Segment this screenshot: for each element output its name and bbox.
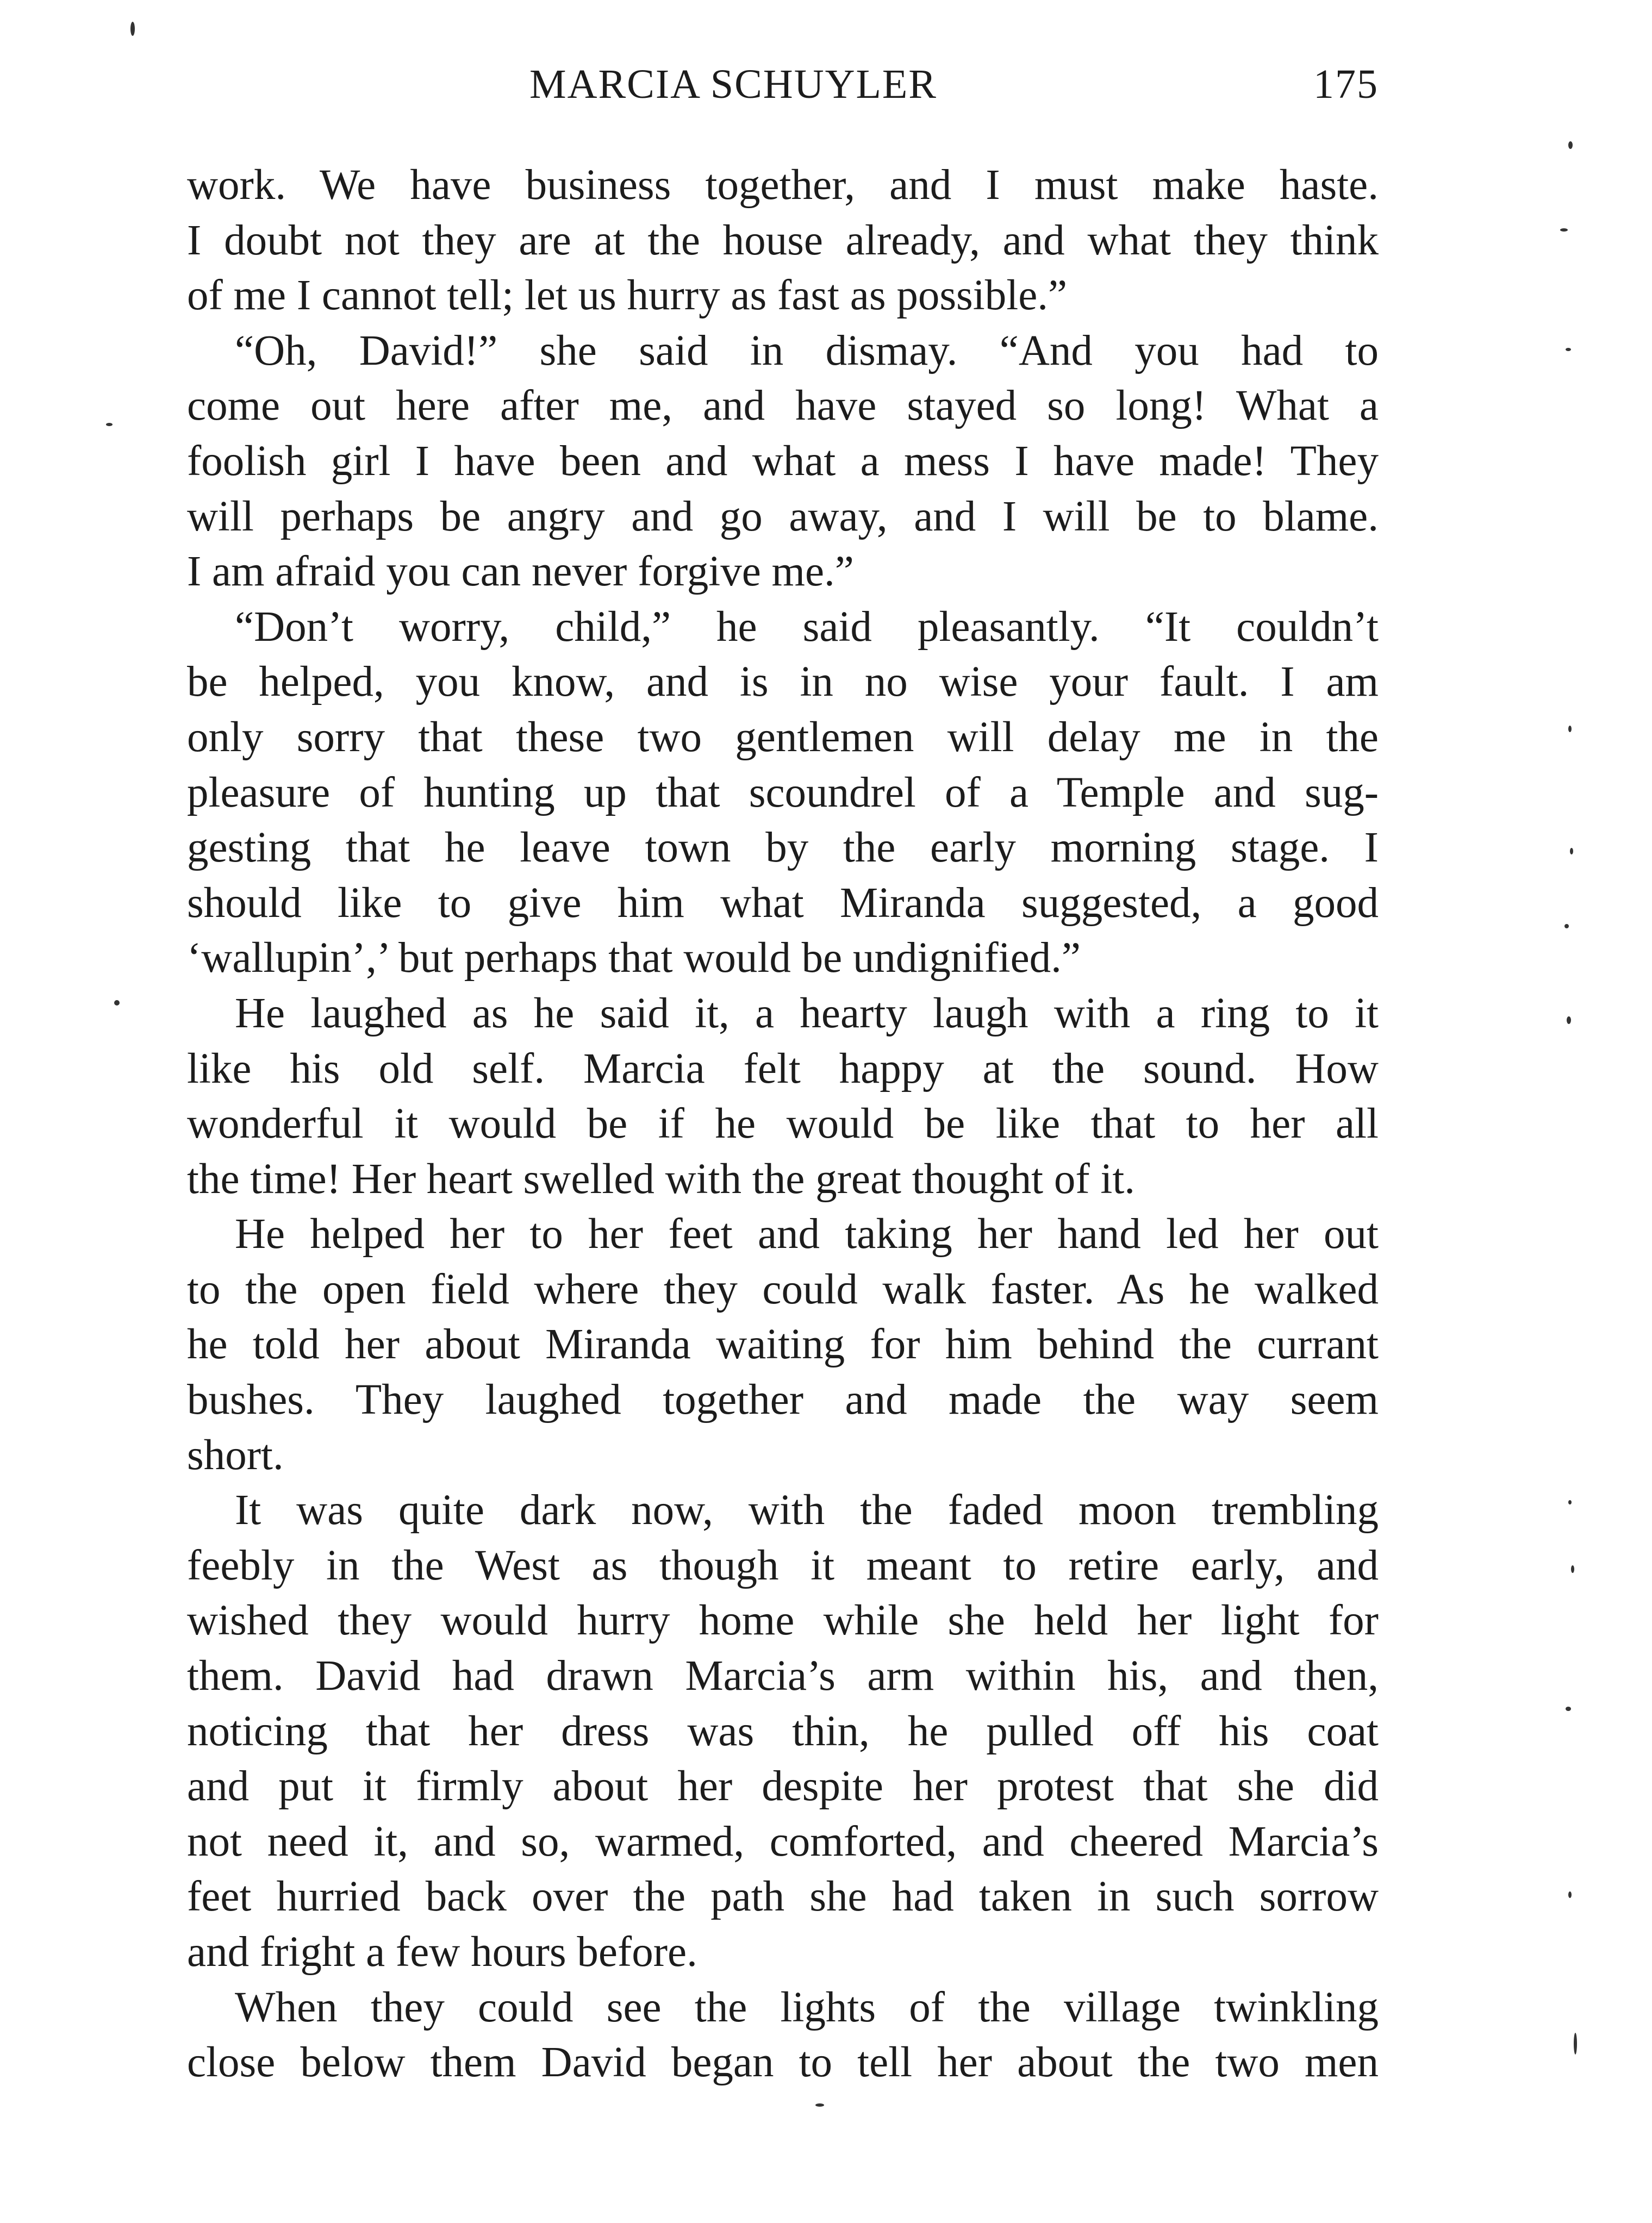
text-line: he told her about Miranda waiting for him behind the currant (187, 1321, 1379, 1369)
text-line: short. (187, 1431, 284, 1479)
print-speck (1568, 1500, 1572, 1504)
paragraph (187, 600, 1379, 986)
print-speck (1570, 848, 1573, 854)
text-line: and fright a few hours before. (187, 1928, 697, 1976)
print-speck (1571, 1565, 1574, 1573)
text-line: the time! Her heart swelled with the great thought of it. (187, 1155, 1136, 1203)
text-line: work. We have business together, and I must make haste. (187, 161, 1379, 209)
text-line: come out here after me, and have stayed so long! What a (187, 382, 1379, 430)
text-line: He helped her to her feet and taking her hand led her out (235, 1210, 1379, 1258)
text-line: should like to give him what Miranda suggested, a good (187, 879, 1379, 927)
print-speck (1574, 2033, 1577, 2055)
print-speck (1568, 726, 1572, 732)
print-speck (1564, 924, 1569, 928)
print-speck (815, 2103, 824, 2107)
text-line: It was quite dark now, with the faded moon trembling (235, 1487, 1379, 1534)
text-line: close below them David began to tell her about the two men (187, 2039, 1379, 2087)
paragraph (187, 1483, 1379, 1980)
body-text (187, 158, 1379, 2090)
print-speck (1567, 1016, 1571, 1024)
text-line: like his old self. Marcia felt happy at the sound. How (187, 1045, 1379, 1092)
print-speck (1568, 141, 1573, 149)
text-line: noticing that her dress was thin, he pulled off his coat (187, 1707, 1379, 1755)
text-line: not need it, and so, warmed, comforted, and cheered Marcia’s (187, 1818, 1379, 1865)
text-line: them. David had drawn Marcia’s arm within his, and then, (187, 1652, 1379, 1700)
text-line: only sorry that these two gentlemen will delay me in the (187, 713, 1379, 761)
page-number: 175 (1313, 61, 1379, 107)
paragraph (187, 158, 1379, 323)
text-line: be helped, you know, and is in no wise your fault. I am (187, 658, 1379, 706)
paragraph (187, 986, 1379, 1207)
paragraph (187, 1980, 1379, 2090)
print-speck (1566, 348, 1571, 351)
text-line: feebly in the West as though it meant to retire early, and (187, 1541, 1379, 1589)
print-speck (1568, 1891, 1572, 1898)
text-line: When they could see the lights of the village twinkling (235, 1983, 1379, 2031)
text-line: He laughed as he said it, a hearty laugh with a ring to it (235, 989, 1379, 1037)
print-speck (1566, 1707, 1571, 1711)
text-line: will perhaps be angry and go away, and I will be to blame. (187, 492, 1379, 540)
text-line: and put it firmly about her despite her protest that she did (187, 1763, 1379, 1810)
text-line: wished they would hurry home while she held her light for (187, 1597, 1379, 1645)
print-speck (106, 423, 113, 426)
text-line: pleasure of hunting up that scoundrel of a Temple and sug- (187, 769, 1379, 816)
print-speck (130, 22, 135, 36)
running-title: MARCIA SCHUYLER (529, 61, 937, 107)
text-line: wonderful it would be if he would be like that to her all (187, 1100, 1379, 1148)
text-line: I doubt not they are at the house already, and what they think (187, 216, 1379, 264)
text-line: gesting that he leave town by the early morning stage. I (187, 824, 1379, 872)
text-line: ‘wallupin’,’ but perhaps that would be undignified.” (187, 934, 1081, 982)
text-line: I am afraid you can never forgive me.” (187, 548, 854, 596)
text-line: feet hurried back over the path she had taken in such sorrow (187, 1873, 1379, 1921)
print-speck (114, 1000, 120, 1006)
text-line: foolish girl I have been and what a mess I have made! They (187, 437, 1379, 485)
print-speck (1560, 228, 1568, 232)
text-line: “Oh, David!” she said in dismay. “And you had to (235, 327, 1379, 374)
paragraph (187, 1207, 1379, 1483)
text-line: bushes. They laughed together and made the way seem (187, 1376, 1379, 1424)
running-head (187, 61, 1379, 115)
text-line: of me I cannot tell; let us hurry as fast as possible.” (187, 272, 1068, 320)
text-line: “Don’t worry, child,” he said pleasantly. “It couldn’t (235, 603, 1379, 651)
paragraph (187, 323, 1379, 600)
text-line: to the open field where they could walk faster. As he walked (187, 1265, 1379, 1313)
